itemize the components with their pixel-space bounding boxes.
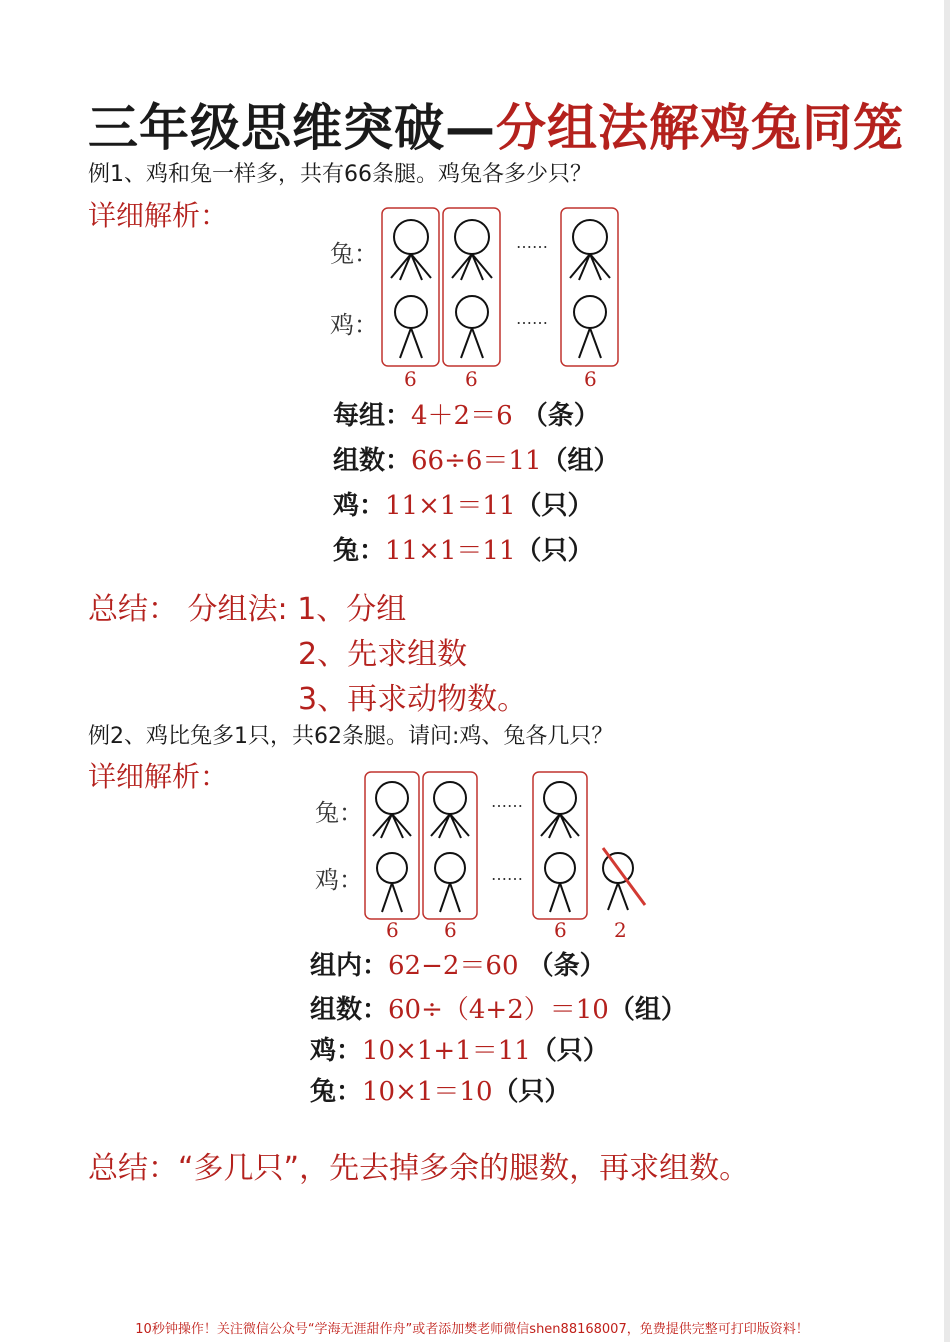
ellipsis: …… — [516, 233, 548, 252]
calc-unit: （只） — [515, 536, 594, 566]
chicken-figure — [456, 296, 488, 358]
calc-expression: 10×1＝10 — [362, 1077, 493, 1107]
chicken-figure — [574, 296, 606, 358]
group-box — [533, 772, 587, 919]
calc-expression: 62−2＝60 — [388, 951, 519, 981]
calc-label: 兔： — [310, 1077, 363, 1107]
calc-unit: （组） — [541, 446, 620, 476]
summary-label: 总结： — [88, 592, 178, 627]
calc-expression: 11×1＝11 — [385, 536, 516, 566]
chicken-label: 鸡： — [330, 311, 378, 339]
title-black: 三年级思维突破— — [88, 99, 496, 157]
calc-row — [333, 530, 594, 567]
rabbit-figure — [452, 220, 492, 280]
group-box — [443, 208, 500, 366]
ellipsis: …… — [516, 309, 548, 328]
calc-expression: 60÷（4+2）＝10 — [388, 995, 609, 1025]
calc-unit: （组） — [608, 995, 687, 1025]
chicken-label: 鸡： — [315, 866, 363, 894]
rabbit-figure — [431, 782, 469, 838]
summary-method: 分组法: — [187, 592, 288, 627]
group-box — [365, 772, 419, 919]
calc-unit: （只） — [492, 1077, 571, 1107]
calc-label: 组内： — [310, 951, 389, 981]
calc-row — [333, 440, 620, 477]
example2-question: 例2、鸡比兔多1只，共62条腿。请问:鸡、兔各几只？ — [88, 724, 614, 749]
group-count: 6 — [386, 918, 399, 942]
chicken-figure — [377, 853, 407, 912]
example2-diagram — [305, 765, 665, 945]
calc-row — [333, 485, 594, 522]
calc-label: 鸡： — [310, 1036, 363, 1066]
calc-row — [310, 945, 606, 982]
calc-unit: （条） — [527, 951, 606, 981]
ellipsis: …… — [491, 792, 523, 811]
group-box — [382, 208, 439, 366]
calc-expression: 66÷6＝11 — [411, 446, 542, 476]
calc-expression: 11×1＝11 — [385, 491, 516, 521]
example2-summary: 总结：“多几只”，先去掉多余的腿数，再求组数。 — [88, 1151, 750, 1186]
calc-row — [333, 395, 600, 432]
calc-row — [310, 1071, 571, 1108]
group-box — [561, 208, 618, 366]
calc-unit: （条） — [521, 401, 600, 431]
calc-row — [310, 989, 687, 1026]
group-box — [423, 772, 477, 919]
example1-question: 例1、鸡和兔一样多，共有66条腿。鸡兔各多少只？ — [88, 162, 592, 187]
calc-label: 组数： — [333, 446, 412, 476]
rabbit-figure — [570, 220, 610, 280]
page-title — [88, 88, 904, 160]
summary-step: 2、先求组数 — [298, 637, 468, 672]
group-count: 6 — [584, 367, 597, 391]
rabbit-label: 兔： — [330, 240, 378, 268]
calc-unit: （只） — [515, 491, 594, 521]
calc-label: 鸡： — [333, 491, 386, 521]
chicken-figure — [395, 296, 427, 358]
chicken-figure — [545, 853, 575, 912]
footer-notice: 10秒钟操作！关注微信公众号“学海无涯甜作舟”或者添加樊老师微信shen88168007，免费提供完整可打印版资料！ — [135, 1322, 809, 1337]
example1-diagram — [320, 200, 640, 395]
calc-label: 兔： — [333, 536, 386, 566]
calc-expression: 4＋2＝6 — [411, 401, 513, 431]
calc-row — [310, 1030, 609, 1067]
group-count: 6 — [444, 918, 457, 942]
calc-label: 每组： — [333, 401, 412, 431]
group-count: 6 — [554, 918, 567, 942]
summary-step: 1、分组 — [297, 592, 407, 627]
chicken-figure — [435, 853, 465, 912]
rabbit-label: 兔： — [315, 799, 363, 827]
ellipsis: …… — [491, 865, 523, 884]
summary-step: 3、再求动物数。 — [298, 682, 528, 717]
title-red: 分组法解鸡兔同笼 — [496, 99, 904, 157]
rabbit-figure — [541, 782, 579, 838]
group-count: 6 — [465, 367, 478, 391]
rabbit-figure — [391, 220, 431, 280]
example1-detail-label: 详细解析： — [88, 199, 229, 232]
calc-label: 组数： — [310, 995, 389, 1025]
rabbit-figure — [373, 782, 411, 838]
calc-unit: （只） — [530, 1036, 609, 1066]
calc-expression: 10×1+1＝11 — [362, 1036, 531, 1066]
example2-detail-label: 详细解析： — [88, 760, 229, 793]
extra-count: 2 — [614, 918, 627, 942]
group-count: 6 — [404, 367, 417, 391]
example1-summary — [88, 584, 406, 628]
